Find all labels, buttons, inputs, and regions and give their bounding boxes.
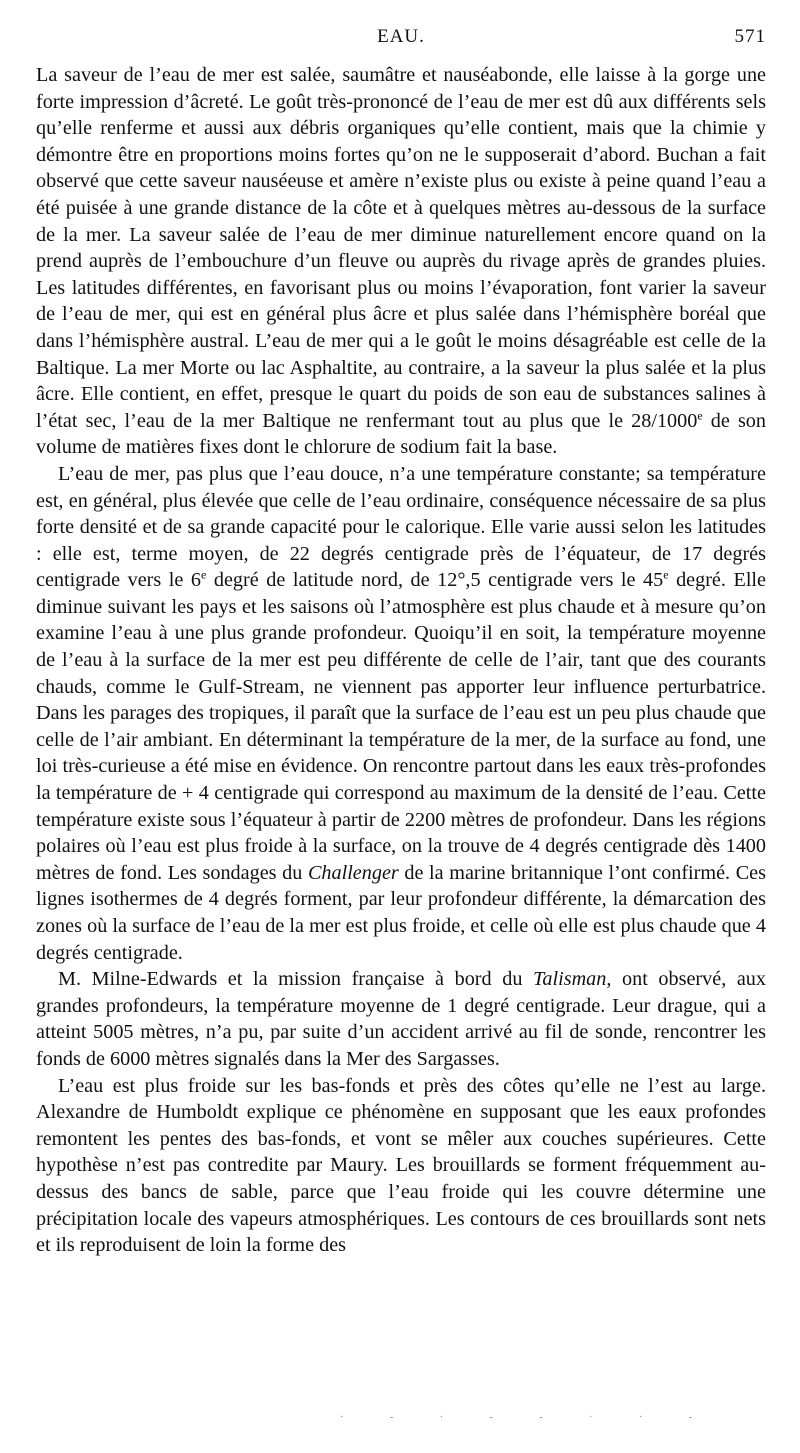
- paragraph-sea-water-taste: [36, 62, 766, 461]
- paragraph-text: , ont observé, aux grandes profondeurs, la température moyenne de 1 degré centigrade. Leur drague, qui a atteint 5005 mètres, n’a pu, par suite d’un accident arrivé au fil de sonde, rencontrer les fonds de 6000 mètres signalés dans la Mer des Sargasses.: [36, 968, 766, 1070]
- page-header: [36, 26, 766, 52]
- paragraph-text: de la marine britannique l’ont confirmé. Ces lignes isothermes de 4 degrés forment, par leur profondeur différente, la démarcation des zones où la surface de l’eau de la mer est plus froide, et celle où elle est plus chaude que 4 degrés centigrade.: [36, 861, 766, 964]
- paragraph-text: degré. Elle diminue suivant les pays et les saisons où l’atmosphère est plus chaude et à mesure qu’on examine l’eau à une plus grande profondeur. Quoiqu’il en soit, la température moyenne de l’eau à la surface de la mer est peu différente de celle de l’air, tant que des courants chauds, comme le Gulf-Stream, ne viennent pas apporter leur influence perturbatrice. Dans les parages des tropiques, il paraît que la surface de l’eau est un peu plus chaude que celle de l’air ambiant. En déterminant la température de la mer, de la surface au fond, une loi très-curieuse a été mise en évidence. On rencontre partout dans les eaux très-profondes la température de + 4 centigrade qui correspond au maximum de la densité de l’eau. Cette température existe sous l’équateur à partir de 2200 mètres de profondeur. Dans les régions polaires où l’eau est plus froide à la surface, on la trouve de 4 degrés centigrade dès 1400 mètres de fond. Les sondages du: [36, 569, 766, 884]
- superscript: e: [697, 407, 703, 422]
- paragraph-shallows: [36, 1073, 766, 1259]
- paragraph-talisman-mission: [36, 966, 766, 1072]
- page-number: 571: [734, 26, 766, 47]
- paragraph-text: L’eau de mer, pas plus que l’eau douce, n’a une température constante; sa température est, en général, plus élevée que celle de l’eau ordinaire, conséquence nécessaire de sa plus forte densité et de sa grande capacité pour le calorique. Elle varie aussi selon les latitudes : elle est, terme moyen, de 22 degrés centigrade près de l’équateur, de 17 degrés centigrade vers le 6: [36, 462, 766, 592]
- body-text: [36, 62, 766, 1259]
- paragraph-sea-water-temperature: [36, 461, 766, 966]
- running-title: EAU.: [377, 26, 425, 47]
- ship-name: Talisman: [533, 968, 607, 991]
- paragraph-text: L’eau est plus froide sur les bas-fonds et près des côtes qu’elle ne l’est au large. Alexandre de Humboldt explique ce phénomène en supposant que les eaux profondes remontent les pentes des bas-fonds, et vont se mêler aux couches supérieures. Cette hypothèse n’est pas contredite par Maury. Les brouillards se forment fréquemment au-dessus des bancs de sable, parce que l’eau froide qui les couvre détermine une précipitation locale des vapeurs atmosphériques. Les contours de ces brouillards sont nets et ils reproduisent de loin la forme des: [36, 1074, 766, 1257]
- superscript: e: [663, 567, 669, 582]
- paragraph-text: degré de latitude nord, de 12°,5 centigrade vers le 45: [206, 569, 664, 592]
- book-page: [36, 26, 766, 1259]
- paragraph-text: de son volume de matières fixes dont le chlorure de sodium fait la base.: [36, 409, 766, 459]
- superscript: e: [201, 567, 207, 582]
- scan-artifact-marks: · - · - - · · -: [340, 1412, 715, 1423]
- ship-name: Challenger: [307, 861, 399, 884]
- paragraph-text: M. Milne-Edwards et la mission française à bord du: [58, 968, 534, 991]
- paragraph-text: La saveur de l’eau de mer est salée, saumâtre et nauséabonde, elle laisse à la gorge une forte impression d’âcreté. Le goût très-prononcé de l’eau de mer est dû aux différents sels qu’elle renferme et aussi aux débris organiques qu’elle contient, mais que la chimie y démontre être en proportions moins fortes qu’on ne le supposerait d’abord. Buchan a fait observé que cette saveur nauséeuse et amère n’existe plus ou existe à peine quand l’eau a été puisée à une grande distance de la côte et à quelques mètres au-dessous de la surface de la mer. La saveur salée de l’eau de mer diminue naturellement encore quand on la prend auprès de l’embouchure d’un fleuve ou auprès du rivage après de grandes pluies. Les latitudes différentes, en favorisant plus ou moins l’évaporation, font varier la saveur de l’eau de mer, qui est en général plus âcre et plus salée dans l’hémisphère boréal que dans l’hémisphère austral. L’eau de mer qui a le goût le moins désagréable est celle de la Baltique. La mer Morte ou lac Asphaltite, au contraire, a la saveur la plus salée et la plus âcre. Elle contient, en effet, presque le quart du poids de son eau de substances salines à l’état sec, l’eau de la mer Baltique ne renfermant tout au plus que le 28/1000: [36, 64, 766, 432]
